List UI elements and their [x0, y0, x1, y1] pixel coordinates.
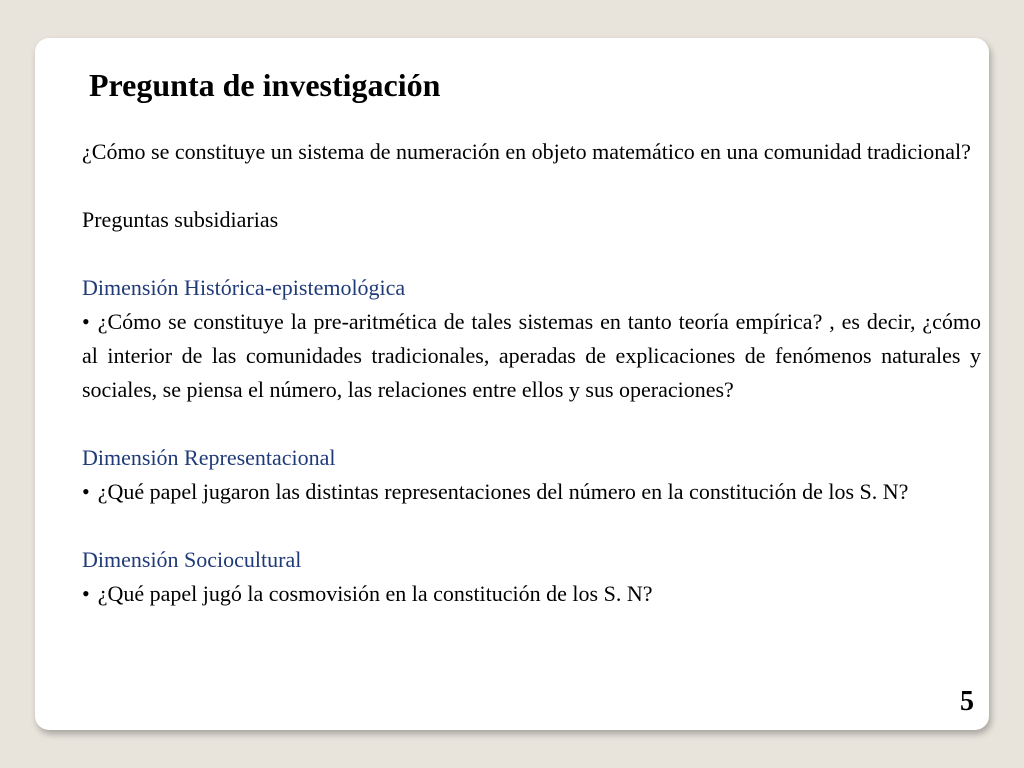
page-number: 5	[960, 686, 974, 717]
subsidiary-label: Preguntas subsidiarias	[82, 207, 279, 232]
section-text-sociocultural: ¿Qué papel jugó la cosmovisión en la constitución de los S. N?	[97, 581, 653, 606]
section-text-historical: ¿Cómo se constituye la pre-aritmética de tales sistemas en tanto teoría empírica? , es decir, ¿cómo al interior de las comunidades tradicionales, aperadas de explicaciones de fenómenos naturales y sociales, se piensa el número, las relaciones entre ellos y sus operaciones?	[82, 309, 981, 402]
bullet-icon: •	[82, 309, 90, 334]
slide-content	[82, 135, 981, 611]
bullet-icon: •	[82, 479, 90, 504]
spacer	[82, 237, 981, 271]
section-heading-historical: Dimensión Histórica-epistemológica	[82, 275, 406, 300]
spacer	[82, 407, 981, 441]
section-bullet-representational	[82, 475, 981, 509]
bullet-icon: •	[82, 581, 90, 606]
section-text-representational: ¿Qué papel jugaron las distintas representaciones del número en la constitución de los S. N?	[97, 479, 909, 504]
spacer	[82, 509, 981, 543]
section-heading-sociocultural: Dimensión Sociocultural	[82, 547, 302, 572]
spacer	[82, 169, 981, 203]
main-question: ¿Cómo se constituye un sistema de numeración en objeto matemático en una comunidad tradicional?	[82, 139, 971, 164]
section-heading-representational: Dimensión Representacional	[82, 445, 336, 470]
section-bullet-sociocultural	[82, 577, 981, 611]
slide-title: Pregunta de investigación	[89, 67, 441, 103]
slide	[35, 38, 989, 730]
section-bullet-historical	[82, 305, 981, 407]
